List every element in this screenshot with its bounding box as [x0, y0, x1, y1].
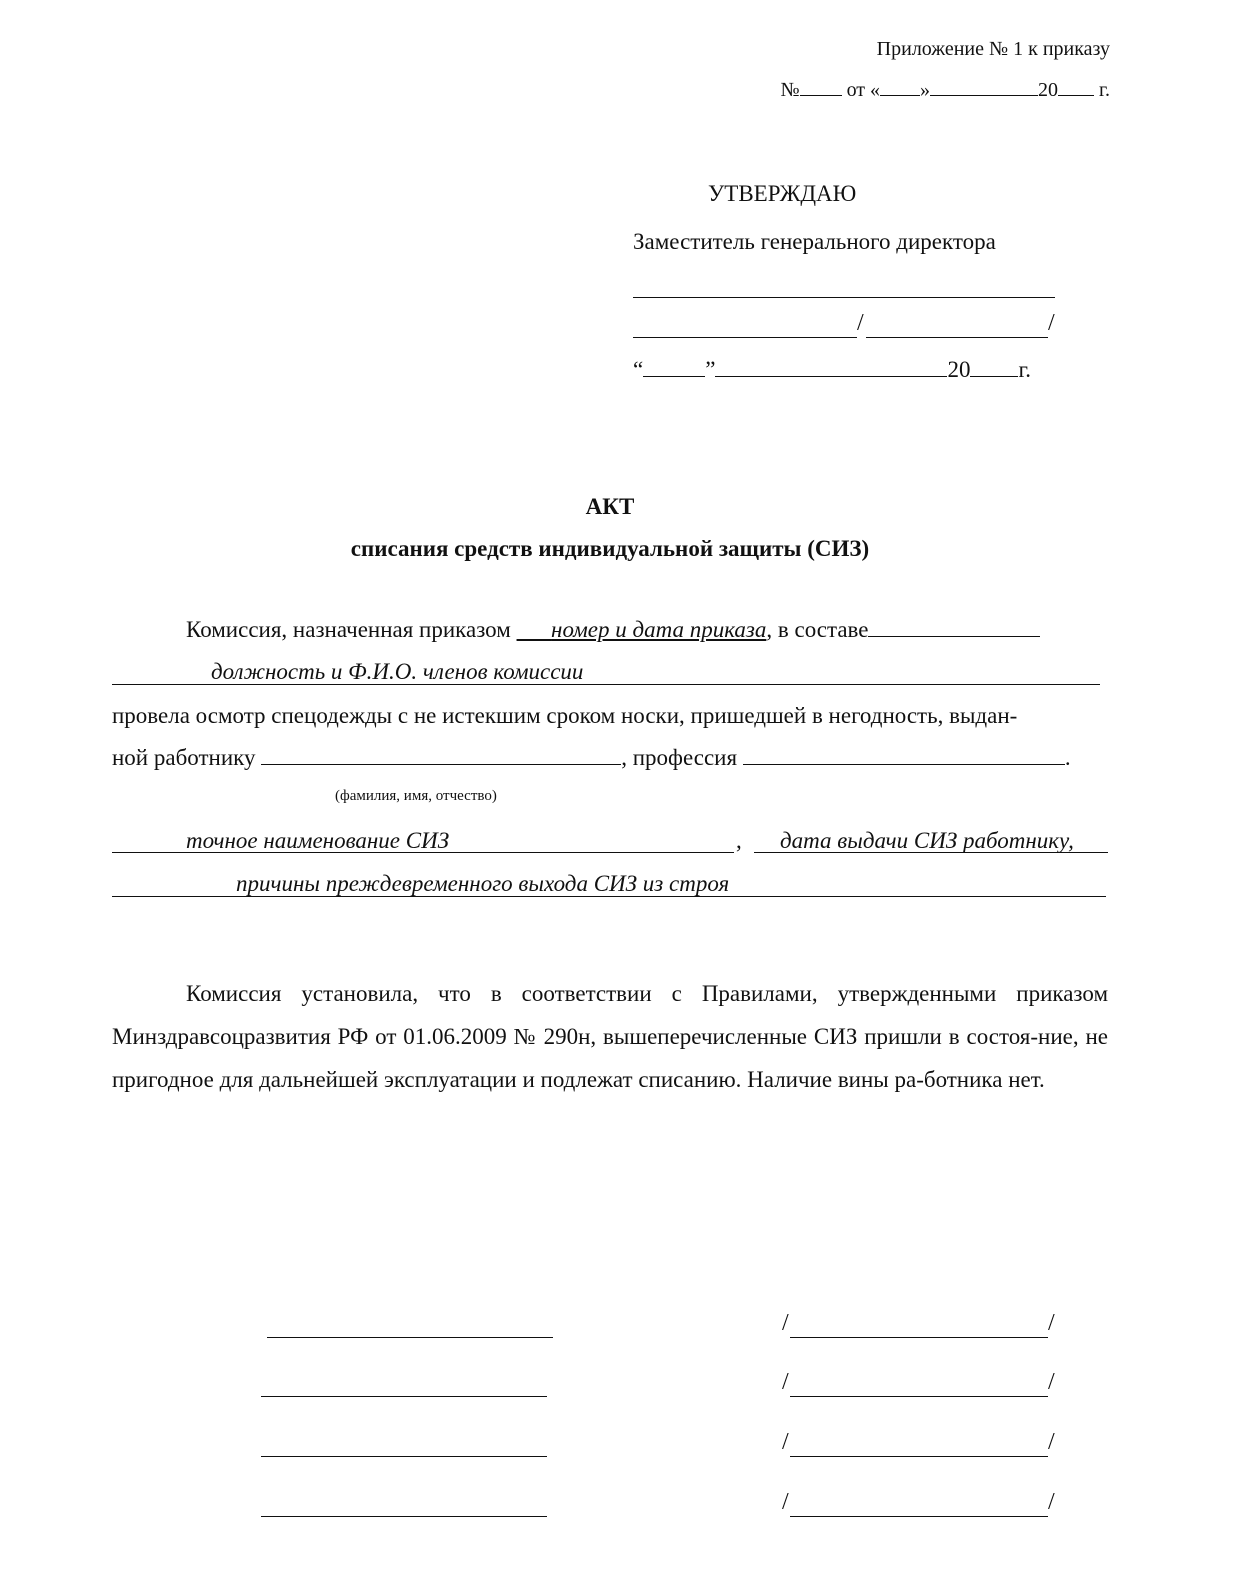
date-open: от « [846, 79, 881, 101]
approve-title: УТВЕРЖДАЮ [708, 181, 857, 206]
commission-prefix: Комиссия, назначенная приказом [186, 617, 511, 642]
order-field[interactable] [517, 617, 767, 642]
appendix-label: Приложение № 1 к приказу [876, 38, 1110, 60]
approve-signature-line[interactable] [633, 337, 857, 338]
signature-line-2[interactable] [261, 1396, 547, 1397]
composition-blank[interactable] [868, 618, 1040, 637]
signature-name-line-3[interactable] [790, 1456, 1048, 1457]
siz-date-placeholder: дата выдачи СИЗ работнику, [780, 828, 1074, 853]
approve-date-open: “ [633, 357, 644, 382]
act-title: АКТ [585, 494, 635, 519]
worker-line [112, 745, 1071, 771]
signature-name-line-4[interactable] [790, 1516, 1048, 1517]
signature-slash-close-3: / [1048, 1429, 1055, 1455]
approve-year-suffix: г. [1018, 357, 1032, 382]
approve-org-line[interactable] [633, 297, 1055, 298]
approve-slash-2: / [1048, 310, 1055, 336]
signature-slash-close-1: / [1048, 1310, 1055, 1336]
act-subtitle: списания средств индивидуальной защиты (СИЗ) [350, 536, 870, 561]
approve-position: Заместитель генерального директора [633, 229, 996, 254]
approve-month-blank[interactable] [715, 358, 947, 377]
approve-year-prefix: 20 [947, 357, 971, 382]
order-placeholder: номер и дата приказа [551, 617, 767, 642]
signature-slash-open-2: / [782, 1369, 789, 1395]
profession-label: профессия [632, 745, 738, 770]
siz-name-placeholder: точное наименование СИЗ [186, 828, 450, 853]
members-placeholder: должность и Ф.И.О. членов комиссии [211, 659, 584, 684]
signature-line-4[interactable] [261, 1516, 547, 1517]
day-blank[interactable] [880, 77, 920, 96]
number-blank[interactable] [800, 77, 842, 96]
date-quote-close: » [920, 79, 931, 101]
signature-slash-close-4: / [1048, 1489, 1055, 1515]
number-sign: № [780, 79, 800, 101]
profession-blank[interactable] [743, 746, 1065, 765]
signature-slash-close-2: / [1048, 1369, 1055, 1395]
worker-end: . [1064, 745, 1071, 770]
approve-slash-1: / [857, 310, 864, 336]
signature-name-line-1[interactable] [790, 1337, 1048, 1338]
worker-prefix: ной работнику [112, 745, 256, 770]
commission-suffix: , в составе [766, 617, 869, 642]
signature-line-1[interactable] [267, 1337, 553, 1338]
reason-placeholder: причины преждевременного выхода СИЗ из строя [236, 871, 730, 896]
worker-comma: , [621, 745, 627, 770]
conclusion-paragraph: Комиссия установила, что в соответствии с Правилами, утвержденными приказом Минздравсоцразвития РФ от 01.06.2009 № 290н, вышеперечисленные СИЗ пришли в состоя-ние, не пригодное для дальнейшей эксплуатации и подлежат списанию. Наличие вины ра-ботника нет. [112, 981, 1108, 1092]
signature-slash-open-1: / [782, 1310, 789, 1336]
approve-name-line[interactable] [866, 337, 1048, 338]
approve-day-blank[interactable] [643, 358, 705, 377]
approve-year-blank[interactable] [970, 358, 1018, 377]
signature-line-3[interactable] [261, 1456, 547, 1457]
approve-date-close: ” [705, 357, 716, 382]
order-number-line [780, 77, 1110, 102]
signature-name-line-2[interactable] [790, 1396, 1048, 1397]
siz-comma: , [736, 828, 742, 853]
worker-name-blank[interactable] [261, 746, 621, 765]
inspection-text: провела осмотр спецодежды с не истекшим сроком носки, пришедшей в негодность, выдан- [112, 703, 1018, 728]
year-prefix: 20 [1038, 79, 1059, 101]
year-blank[interactable] [1058, 77, 1094, 96]
approve-date-line [633, 357, 1031, 383]
commission-line-1 [186, 617, 1040, 643]
month-blank[interactable] [930, 77, 1038, 96]
signature-slash-open-4: / [782, 1489, 789, 1515]
year-suffix: г. [1099, 79, 1110, 101]
fio-caption: (фамилия, имя, отчество) [335, 788, 497, 804]
signature-slash-open-3: / [782, 1429, 789, 1455]
